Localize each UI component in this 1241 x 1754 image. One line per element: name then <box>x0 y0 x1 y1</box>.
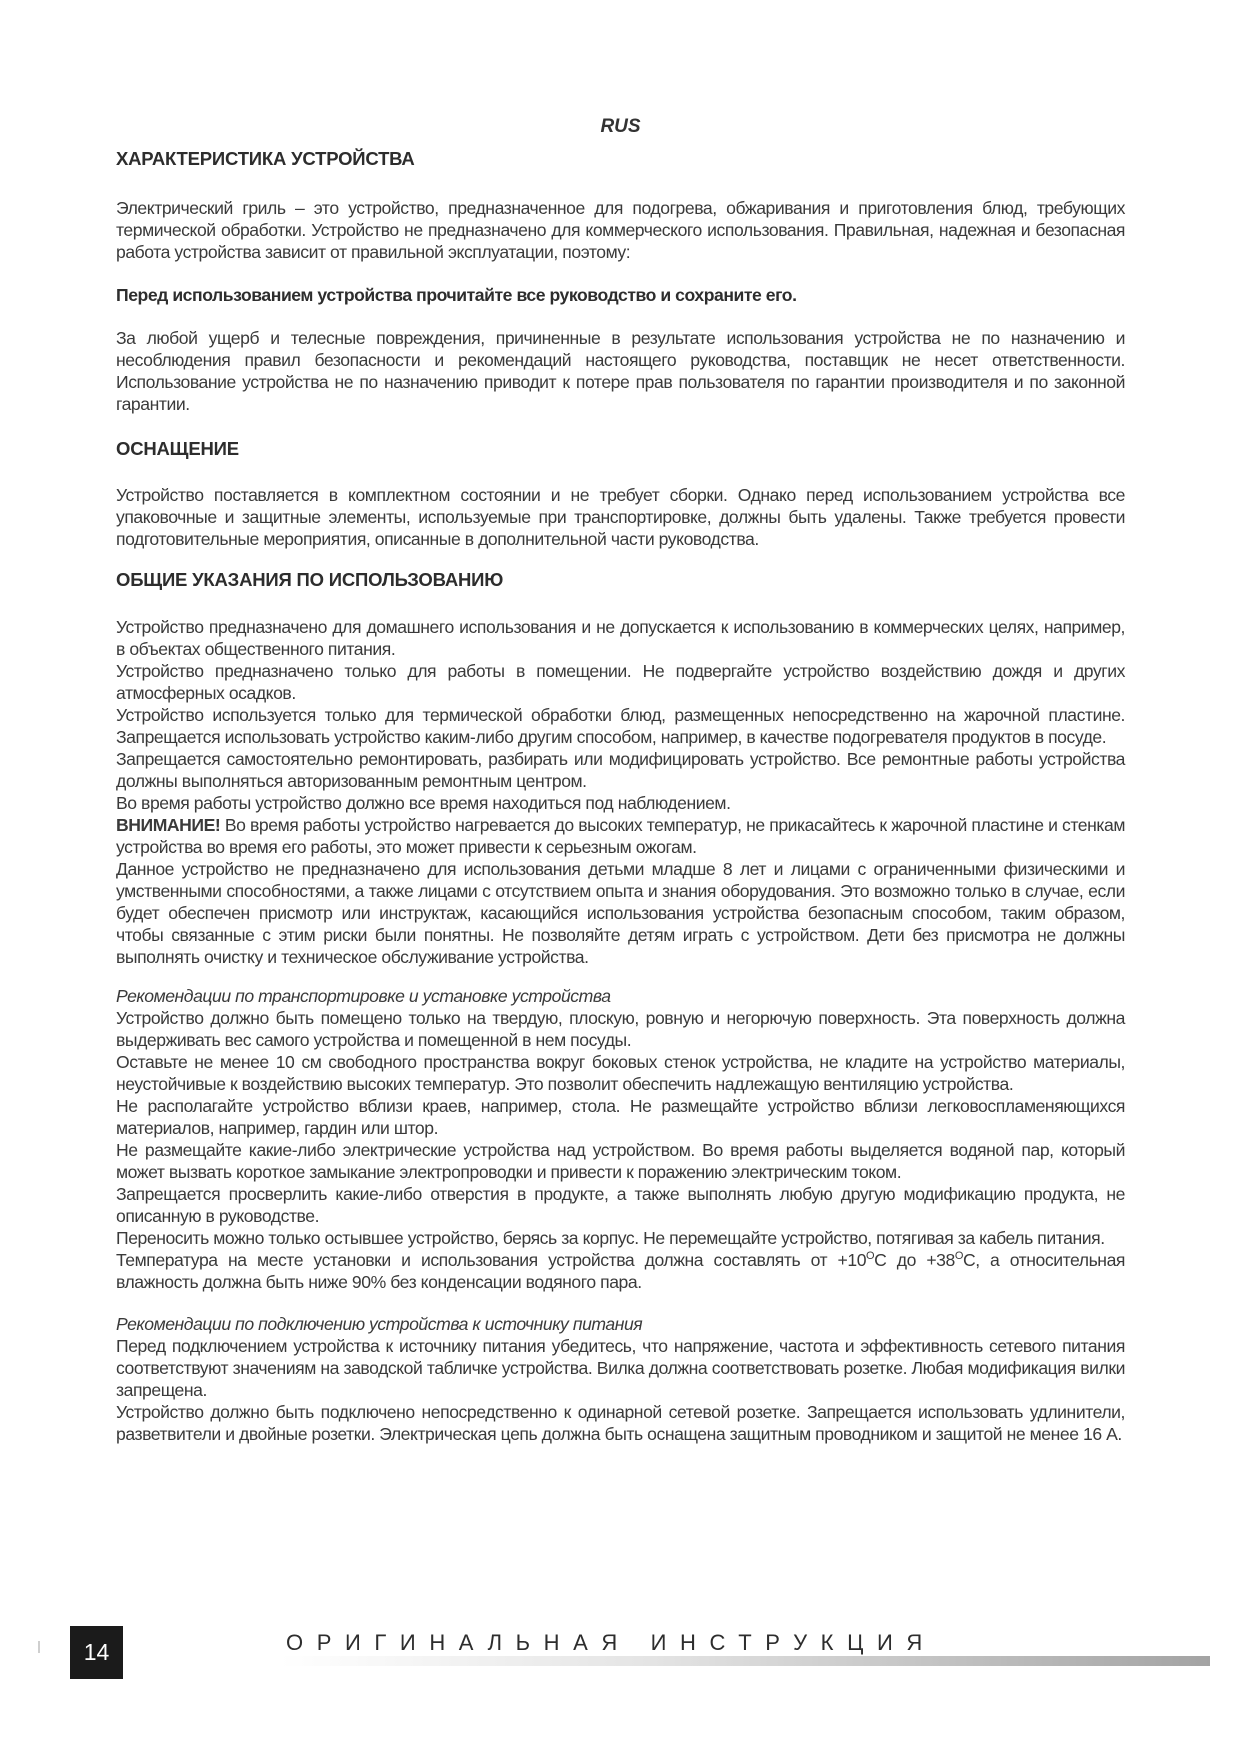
paragraph: Устройство используется только для термической обработки блюд, размещенных непосредственно на жарочной пластине. Запрещается использовать устройство каким-либо другим способом, например, в качестве подогревателя продуктов в посуде. <box>116 705 1125 747</box>
paragraph: Устройство поставляется в комплектном состоянии и не требует сборки. Однако перед использованием устройства все упаковочные и защитные элементы, используемые при транспортировке, должны быть удалены. Также требуется провести подготовительные мероприятия, описанные в дополнительной части руководства. <box>116 485 1125 549</box>
footer-gradient-bar <box>280 1656 1210 1666</box>
degree-sup: O <box>866 1250 875 1263</box>
edge-mark <box>38 1641 40 1653</box>
paragraph: Устройство должно быть помещено только на твердую, плоскую, ровную и негорючую поверхность. Эта поверхность должна выдерживать вес самого устройства и помещенной в нем посуды. <box>116 1008 1125 1050</box>
temp-text-a: Температура на месте установки и использования устройства должна составлять от +10 <box>116 1250 867 1270</box>
footer-title: ОРИГИНАЛЬНАЯ ИНСТРУКЦИЯ <box>286 1630 936 1655</box>
paragraph: Запрещается самостоятельно ремонтировать, разбирать или модифицировать устройство. Все ремонтные работы устройства должны выполняться авторизованным ремонтным центром. <box>116 749 1125 791</box>
paragraph: Электрический гриль – это устройство, предназначенное для подогрева, обжаривания и приготовления блюд, требующих термической обработки. Устройство не предназначено для коммерческого использования. Правильная, надежная и безопасная работа устройства зависит от правильной эксплуатации, поэтому: <box>116 198 1125 262</box>
warning-label: ВНИМАНИЕ! <box>116 815 221 835</box>
temperature-paragraph <box>116 1249 1125 1293</box>
warning-text: Во время работы устройство нагревается до высоких температур, не прикасайтесь к жарочной пластине и стенкам устройства во время его работы, это может привести к серьезным ожогам. <box>116 815 1125 857</box>
paragraph: Во время работы устройство должно все время находиться под наблюдением. <box>116 793 731 813</box>
page-number: 14 <box>70 1626 123 1679</box>
warning-paragraph <box>116 814 1125 858</box>
paragraph: Устройство должно быть подключено непосредственно к одинарной сетевой розетке. Запрещается использовать удлинители, разветвители и двойные розетки. Электрическая цепь должна быть оснащена защитным проводником и защитой не менее 16 А. <box>116 1402 1125 1444</box>
page-content <box>116 148 1125 1445</box>
paragraph: Переносить можно только остывшее устройство, берясь за корпус. Не перемещайте устройство, потягивая за кабель питания. <box>116 1228 1105 1248</box>
paragraph: За любой ущерб и телесные повреждения, причиненные в результате использования устройства не по назначению и несоблюдения правил безопасности и рекомендаций настоящего руководства, поставщик не несет ответственности. Использование устройства не по назначению приводит к потере прав пользователя по гарантии производителя и по законной гарантии. <box>116 328 1125 414</box>
paragraph: Перед подключением устройства к источнику питания убедитесь, что напряжение, частота и эффективность сетевого питания соответствуют значениям на заводской табличке устройства. Вилка должна соответствовать розетке. Любая модификация вилки запрещена. <box>116 1336 1125 1400</box>
paragraph: Устройство предназначено только для работы в помещении. Не подвергайте устройство воздействию дождя и других атмосферных осадков. <box>116 661 1125 703</box>
subsection-title-transport: Рекомендации по транспортировке и установке устройства <box>116 986 611 1006</box>
section-title-equipment: ОСНАЩЕНИЕ <box>116 438 239 459</box>
paragraph: Не размещайте какие-либо электрические устройства над устройством. Во время работы выделяется водяной пар, который может вызвать короткое замыкание электропроводки и привести к поражению электрическим током. <box>116 1140 1125 1182</box>
lead-warning: Перед использованием устройства прочитайте все руководство и сохраните его. <box>116 285 797 305</box>
language-label: RUS <box>600 116 641 137</box>
paragraph: Данное устройство не предназначено для использования детьми младше 8 лет и лицами с ограниченными физическими и умственными способностями, а также лицами с отсутствием опыта и знания оборудования. Это возможно только в случае, если будет обеспечен присмотр или инструктаж, касающийся использования устройства безопасным способом, таким образом, чтобы связанные с этим риски были понятны. Не позволяйте детям играть с устройством. Дети без присмотра не должны выполнять очистку и техническое обслуживание устройства. <box>116 859 1125 967</box>
section-title-general-instructions: ОБЩИЕ УКАЗАНИЯ ПО ИСПОЛЬЗОВАНИЮ <box>116 569 504 590</box>
paragraph: Запрещается просверлить какие-либо отверстия в продукте, а также выполнять любую другую модификацию продукта, не описанную в руководстве. <box>116 1184 1125 1226</box>
degree-sup: O <box>954 1250 963 1263</box>
paragraph: Оставьте не менее 10 см свободного пространства вокруг боковых стенок устройства, не кладите на устройство материалы, неустойчивые к воздействию высоких температур. Это позволит обеспечить надлежащую вентиляцию устройства. <box>116 1052 1125 1094</box>
section-title-characteristics: ХАРАКТЕРИСТИКА УСТРОЙСТВА <box>116 148 415 169</box>
paragraph: Устройство предназначено для домашнего использования и не допускается к использованию в коммерческих целях, например, в объектах общественного питания. <box>116 617 1125 659</box>
temp-text-b: C до +38 <box>874 1250 955 1270</box>
paragraph: Не располагайте устройство вблизи краев, например, стола. Не размещайте устройство вблизи легковоспламеняющихся материалов, например, гардин или штор. <box>116 1096 1125 1138</box>
subsection-title-power: Рекомендации по подключению устройства к источнику питания <box>116 1314 643 1334</box>
temp-text-c: C, а относительная влажность должна быть ниже 90% без конденсации водяного пара. <box>116 1250 1125 1292</box>
